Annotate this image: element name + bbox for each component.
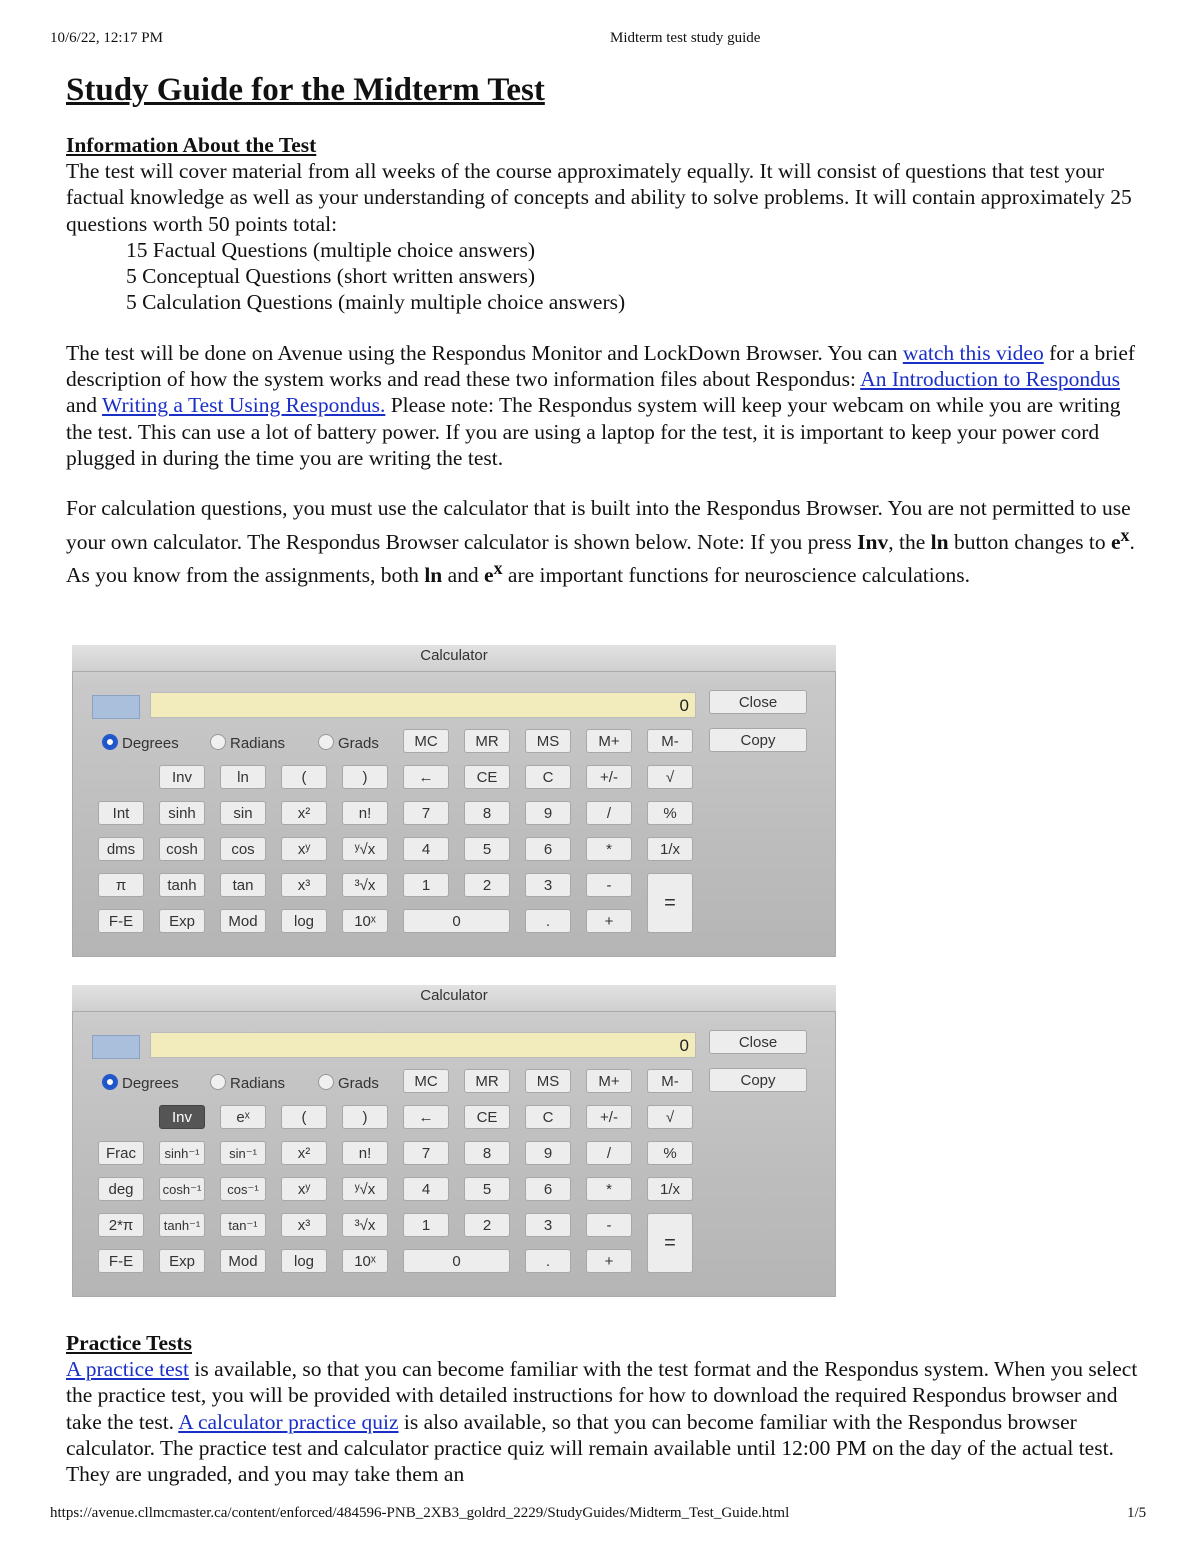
calc-key[interactable]: 10ˣ [342, 1249, 388, 1273]
radio-label: Degrees [122, 735, 179, 752]
calc-key[interactable]: 4 [403, 837, 449, 861]
memory-button[interactable]: M- [647, 1069, 693, 1093]
text-run: button changes to [948, 529, 1111, 554]
calc-key[interactable]: x³ [281, 1213, 327, 1237]
list-item: 5 Calculation Questions (mainly multiple choice answers) [126, 290, 626, 315]
calc-key[interactable]: tanh⁻¹ [159, 1213, 205, 1237]
radio-button-icon[interactable] [318, 734, 334, 750]
calc-key[interactable]: C [525, 1105, 571, 1129]
calc-key[interactable]: - [586, 1213, 632, 1237]
memory-button[interactable]: M+ [586, 729, 632, 753]
calc-key[interactable]: 10ˣ [342, 909, 388, 933]
calc-key[interactable]: + [586, 909, 632, 933]
text-run: and [66, 393, 103, 418]
radio-option[interactable] [210, 734, 285, 754]
calc-key[interactable]: sin [220, 801, 266, 825]
calc-key[interactable]: 4 [403, 1177, 449, 1201]
calc-key[interactable]: * [586, 837, 632, 861]
calc-key[interactable]: ʸ√x [342, 1177, 388, 1201]
calc-key[interactable]: 8 [464, 1141, 510, 1165]
ex-base: e [484, 563, 494, 588]
radio-button-icon[interactable] [210, 734, 226, 750]
calc-key[interactable]: +/- [586, 1105, 632, 1129]
memory-button[interactable]: M- [647, 729, 693, 753]
calc-key[interactable]: log [281, 909, 327, 933]
calc-key[interactable]: Mod [220, 1249, 266, 1273]
memory-indicator [92, 695, 140, 719]
calc-key[interactable]: tan⁻¹ [220, 1213, 266, 1237]
calc-key[interactable]: % [647, 801, 693, 825]
ex-keyword [484, 558, 503, 588]
calc-key[interactable]: cosh⁻¹ [159, 1177, 205, 1201]
text-run: for a brief description of how the system works and read these two information files about Respondus: [66, 340, 1136, 392]
ex-sup: x [1120, 524, 1130, 545]
calc-key[interactable]: sinh⁻¹ [159, 1141, 205, 1165]
memory-indicator [92, 1035, 140, 1059]
ln-keyword: ln [424, 563, 443, 588]
calc-key[interactable]: 1/x [647, 837, 693, 861]
ln-keyword: ln [930, 529, 949, 554]
calc-key[interactable]: xʸ [281, 837, 327, 861]
calc-key[interactable]: 2 [464, 1213, 510, 1237]
text-run: are important functions for neuroscience calculations. [502, 563, 970, 588]
respondus-paragraph [66, 340, 1146, 471]
calc-key[interactable]: . [525, 1249, 571, 1273]
radio-label: Radians [230, 735, 286, 752]
calc-key[interactable]: Int [98, 801, 144, 825]
calc-key[interactable]: deg [98, 1177, 144, 1201]
calc-key[interactable]: √ [647, 765, 693, 789]
calc-key[interactable]: Exp [159, 1249, 205, 1273]
radio-label: Grads [338, 735, 379, 752]
radio-label: Grads [338, 1075, 379, 1092]
memory-button[interactable]: MC [403, 1069, 449, 1093]
calc-key[interactable]: ← [403, 1105, 449, 1129]
calc-key[interactable]: 8 [464, 801, 510, 825]
memory-button[interactable]: MC [403, 729, 449, 753]
practice-test-link[interactable]: A practice test [66, 1357, 189, 1381]
calc-key[interactable]: n! [342, 1141, 388, 1165]
radio-button-icon[interactable] [318, 1074, 334, 1090]
radio-option[interactable] [210, 1074, 285, 1094]
calc-key[interactable]: ³√x [342, 873, 388, 897]
calc-key[interactable]: 6 [525, 837, 571, 861]
calc-key[interactable]: % [647, 1141, 693, 1165]
calc-key[interactable]: F-E [98, 909, 144, 933]
list-item: 5 Conceptual Questions (short written answers) [126, 264, 536, 289]
section-heading-practice: Practice Tests [66, 1331, 192, 1355]
calculator-title: Calculator [420, 647, 488, 664]
calc-key[interactable]: eˣ [220, 1105, 266, 1129]
calc-key[interactable]: xʸ [281, 1177, 327, 1201]
text-run: The test will be done on Avenue using the Respondus Monitor and LockDown Browser. You can [66, 340, 903, 365]
calc-key[interactable]: 1 [403, 873, 449, 897]
calc-key[interactable]: 5 [464, 1177, 510, 1201]
memory-button[interactable]: M+ [586, 1069, 632, 1093]
calc-key-zero[interactable]: 0 [403, 909, 510, 933]
calc-key-zero[interactable]: 0 [403, 1249, 510, 1273]
page-number: 1/5 [1127, 1505, 1147, 1521]
radio-button-icon[interactable] [102, 1074, 118, 1090]
equals-button[interactable]: = [647, 873, 693, 933]
ex-keyword [1111, 524, 1130, 554]
calc-key[interactable]: Inv [159, 765, 205, 789]
calc-key[interactable]: 3 [525, 1213, 571, 1237]
calculator-display: 0 [150, 692, 696, 718]
calc-key[interactable]: cosh [159, 837, 205, 861]
calculator-screenshot-standard [72, 645, 836, 957]
calc-key[interactable]: C [525, 765, 571, 789]
radio-button-icon[interactable] [210, 1074, 226, 1090]
calc-key[interactable]: * [586, 1177, 632, 1201]
calc-key[interactable]: log [281, 1249, 327, 1273]
calc-key[interactable]: cos⁻¹ [220, 1177, 266, 1201]
calc-key[interactable]: 6 [525, 1177, 571, 1201]
calc-key[interactable]: +/- [586, 765, 632, 789]
calc-key[interactable]: sinh [159, 801, 205, 825]
calc-key[interactable]: x² [281, 1141, 327, 1165]
calc-key[interactable]: 5 [464, 837, 510, 861]
calc-key[interactable]: dms [98, 837, 144, 861]
print-doc-title: Midterm test study guide [610, 30, 761, 46]
calc-key[interactable]: ( [281, 1105, 327, 1129]
memory-button[interactable]: MR [464, 729, 510, 753]
calculator-display: 0 [150, 1032, 696, 1058]
calc-key[interactable]: ( [281, 765, 327, 789]
text-run: . As you know from the assignments, both [66, 529, 1135, 588]
practice-section [66, 1330, 1146, 1487]
radio-option[interactable] [318, 734, 379, 754]
radio-option[interactable] [102, 734, 179, 754]
calc-key[interactable]: ʸ√x [342, 837, 388, 861]
calc-key[interactable]: . [525, 909, 571, 933]
calc-key[interactable]: tanh [159, 873, 205, 897]
radio-option[interactable] [102, 1074, 179, 1094]
inv-keyword: Inv [857, 529, 889, 554]
radio-label: Degrees [122, 1075, 179, 1092]
calc-key[interactable]: tan [220, 873, 266, 897]
calc-key[interactable]: CE [464, 1105, 510, 1129]
text-run: is also available, so that you can become familiar with the Respondus browser calculator. The practice test and calculator practice quiz will remain available until 12:00 PM on the day of the actual test. They are ungraded, and you may take them an [66, 1409, 1114, 1487]
calc-key[interactable]: 9 [525, 801, 571, 825]
text-run: and [442, 563, 485, 588]
calc-key[interactable]: ³√x [342, 1213, 388, 1237]
close-button[interactable]: Close [709, 690, 807, 714]
text-run: For calculation questions, you must use the calculator that is built into the Respondus Browser. You are not permitted to use your own calculator. The Respondus Browser calculator is shown below. Note: If you press [66, 496, 1131, 554]
calculator-title: Calculator [420, 987, 488, 1004]
calc-key[interactable]: 9 [525, 1141, 571, 1165]
calc-key[interactable]: cos [220, 837, 266, 861]
print-url: https://avenue.cllmcmaster.ca/content/enforced/484596-PNB_2XB3_goldrd_2229/StudyGuides/Midterm_Test_Guide.html [50, 1505, 790, 1521]
watch-video-link[interactable]: watch this video [902, 340, 1044, 365]
calc-key[interactable]: Frac [98, 1141, 144, 1165]
radio-label: Radians [230, 1075, 286, 1092]
writing-test-link[interactable]: Writing a Test Using Respondus. [102, 393, 386, 418]
page-title: Study Guide for the Midterm Test [66, 72, 545, 108]
calculator-screenshot-inverse [72, 985, 836, 1297]
copy-button[interactable]: Copy [709, 1068, 807, 1092]
calc-key[interactable]: n! [342, 801, 388, 825]
practice-paragraph [66, 1356, 1146, 1487]
document-body [66, 70, 1146, 588]
calc-key[interactable]: Mod [220, 909, 266, 933]
calc-key[interactable]: ← [403, 765, 449, 789]
memory-button[interactable]: MR [464, 1069, 510, 1093]
copy-button[interactable]: Copy [709, 728, 807, 752]
calc-key[interactable]: 7 [403, 1141, 449, 1165]
memory-button[interactable]: MS [525, 1069, 571, 1093]
calc-key[interactable]: / [586, 801, 632, 825]
calc-key[interactable]: 1 [403, 1213, 449, 1237]
text-run: is available, so that you can become familiar with the test format and the Respondus system. When you select the practice test, you will be provided with detailed instructions for how to download the required Respondus browser and take the test. [66, 1357, 1138, 1434]
calc-key[interactable]: Exp [159, 909, 205, 933]
list-item: 15 Factual Questions (multiple choice answers) [126, 237, 535, 262]
calc-key[interactable]: ) [342, 1105, 388, 1129]
calc-key[interactable]: x³ [281, 873, 327, 897]
calc-key[interactable]: sin⁻¹ [220, 1141, 266, 1165]
memory-button[interactable]: MS [525, 729, 571, 753]
intro-respondus-link[interactable]: An Introduction to Respondus [860, 367, 1120, 392]
calc-key[interactable]: 2*π [98, 1213, 144, 1237]
calc-key[interactable]: Inv [159, 1105, 205, 1129]
calc-key[interactable]: √ [647, 1105, 693, 1129]
close-button[interactable]: Close [709, 1030, 807, 1054]
text-run: Please note: The Respondus system will keep your webcam on while you are writing the test. This can use a lot of battery power. If you are using a laptop for the test, it is important to keep your power cord plugged in during the time you are writing the test. [66, 393, 1121, 470]
calc-key[interactable]: + [586, 1249, 632, 1273]
calculator-paragraph [66, 495, 1146, 588]
calc-key[interactable]: 7 [403, 801, 449, 825]
ex-base: e [1111, 529, 1121, 554]
ex-sup: x [493, 558, 503, 579]
calc-key[interactable]: 2 [464, 873, 510, 897]
calc-key[interactable]: ) [342, 765, 388, 789]
radio-button-icon[interactable] [102, 734, 118, 750]
calc-key[interactable]: 3 [525, 873, 571, 897]
calc-key[interactable]: F-E [98, 1249, 144, 1273]
calc-key[interactable]: π [98, 873, 144, 897]
text-run: , the [888, 529, 931, 554]
calc-key[interactable]: - [586, 873, 632, 897]
calc-key[interactable]: CE [464, 765, 510, 789]
radio-option[interactable] [318, 1074, 379, 1094]
calculator-quiz-link[interactable]: A calculator practice quiz [178, 1409, 399, 1434]
info-intro: The test will cover material from all weeks of the course approximately equally. It will consist of questions that test your factual knowledge as well as your understanding of concepts and ability to solve problems. It will contain approximately 25 questions worth 50 points total: [66, 159, 1132, 236]
calc-key[interactable]: 1/x [647, 1177, 693, 1201]
calc-key[interactable]: x² [281, 801, 327, 825]
section-heading-info: Information About the Test [66, 133, 317, 157]
equals-button[interactable]: = [647, 1213, 693, 1273]
calc-key[interactable]: ln [220, 765, 266, 789]
calc-key[interactable]: / [586, 1141, 632, 1165]
print-timestamp: 10/6/22, 12:17 PM [50, 30, 163, 46]
